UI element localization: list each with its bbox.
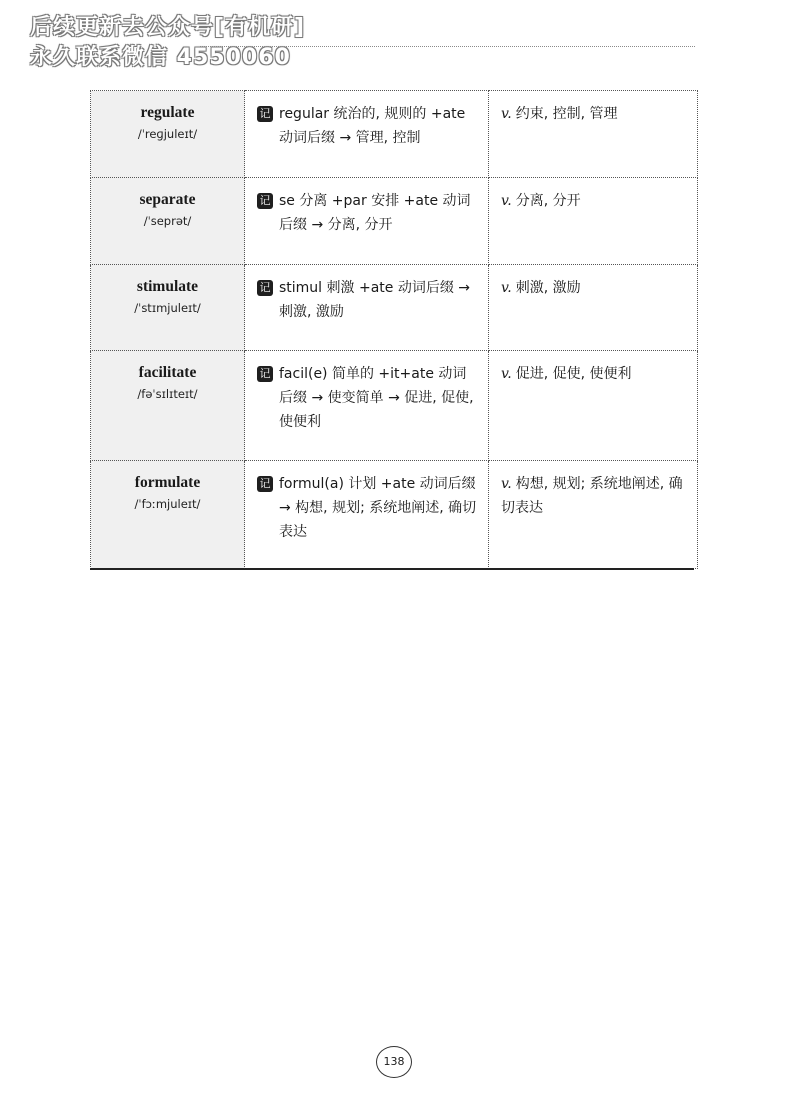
phonetic: /ˈstɪmjuleɪt/	[134, 301, 201, 315]
table-row	[91, 351, 698, 461]
memo-cell	[245, 178, 489, 265]
part-of-speech: v.	[501, 193, 512, 209]
memo-cell	[245, 265, 489, 351]
watermark-line-1: 后续更新去公众号[有机研]	[30, 15, 306, 40]
meaning-cell	[489, 265, 698, 351]
part-of-speech: v.	[501, 106, 512, 122]
memo-icon: 记	[257, 193, 273, 209]
meaning-text: 分离, 分开	[515, 193, 581, 209]
memo-icon: 记	[257, 106, 273, 122]
memo-text: se 分离 +par 安排 +ate 动词后缀 → 分离, 分开	[279, 193, 471, 233]
part-of-speech: v.	[501, 366, 512, 382]
word-cell	[91, 178, 245, 265]
headword: stimulate	[136, 278, 199, 295]
table-bottom-rule	[90, 568, 694, 570]
phonetic: /ˈseprət/	[143, 214, 192, 228]
phonetic: /ˈreɡjuleɪt/	[137, 127, 198, 141]
meaning-text: 构想, 规划; 系统地阐述, 确切表达	[501, 476, 683, 516]
table-row	[91, 91, 698, 178]
vocabulary-table	[90, 90, 698, 569]
memo-text: stimul 刺激 +ate 动词后缀 → 刺激, 激励	[279, 280, 471, 320]
word-cell	[91, 91, 245, 178]
meaning-cell	[489, 91, 698, 178]
header-dotted-rule	[200, 46, 695, 47]
meaning-cell	[489, 351, 698, 461]
meaning-text: 约束, 控制, 管理	[515, 106, 618, 122]
memo-cell	[245, 351, 489, 461]
phonetic: /ˈfɔːmjuleɪt/	[134, 497, 201, 511]
meaning-cell	[489, 461, 698, 569]
memo-text: formul(a) 计划 +ate 动词后缀 → 构想, 规划; 系统地阐述, 确切表达	[279, 476, 477, 540]
headword: facilitate	[138, 364, 197, 381]
memo-text: facil(e) 简单的 +it+ate 动词后缀 → 使变简单 → 促进, 促使, 使便利	[279, 366, 474, 430]
part-of-speech: v.	[501, 476, 512, 492]
headword: regulate	[140, 104, 195, 121]
memo-cell	[245, 461, 489, 569]
memo-icon: 记	[257, 280, 273, 296]
word-cell	[91, 265, 245, 351]
headword: separate	[139, 191, 196, 208]
memo-text: regular 统治的, 规则的 +ate 动词后缀 → 管理, 控制	[279, 106, 466, 146]
meaning-cell	[489, 178, 698, 265]
watermark-line-2: 永久联系微信 4550060	[30, 45, 291, 70]
table-row	[91, 461, 698, 569]
phonetic: /fəˈsɪlɪteɪt/	[137, 387, 198, 401]
table-row	[91, 265, 698, 351]
word-cell	[91, 461, 245, 569]
memo-icon: 记	[257, 366, 273, 382]
memo-icon: 记	[257, 476, 273, 492]
word-cell	[91, 351, 245, 461]
memo-cell	[245, 91, 489, 178]
table-row	[91, 178, 698, 265]
part-of-speech: v.	[501, 280, 512, 296]
page-number: 138	[376, 1046, 412, 1078]
meaning-text: 促进, 促使, 使便利	[515, 366, 632, 382]
meaning-text: 刺激, 激励	[515, 280, 581, 296]
headword: formulate	[134, 474, 201, 491]
